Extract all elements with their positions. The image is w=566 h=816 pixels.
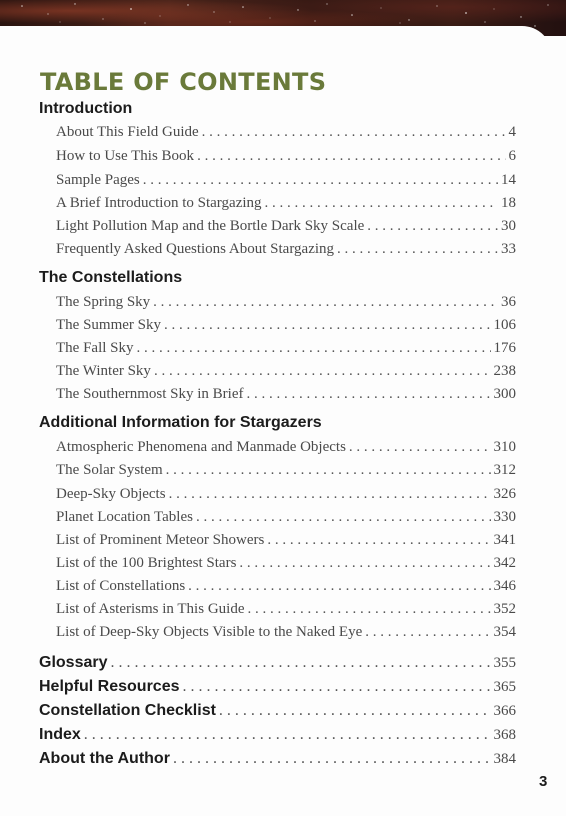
toc-entry-label: List of the 100 Brightest Stars bbox=[56, 555, 237, 571]
toc-entry-label: List of Asterisms in This Guide bbox=[56, 601, 245, 617]
toc-entry[interactable] bbox=[56, 146, 516, 166]
dot-leader bbox=[143, 170, 498, 190]
toc-entry-page: 36 bbox=[501, 294, 516, 310]
toc-entry[interactable] bbox=[56, 576, 516, 596]
toc-entry-page: 368 bbox=[493, 727, 516, 743]
toc-entry-label: A Brief Introduction to Stargazing bbox=[56, 195, 262, 211]
dot-leader bbox=[219, 701, 491, 721]
toc-entry[interactable] bbox=[56, 622, 516, 642]
toc-entry-page: 106 bbox=[493, 317, 516, 333]
dot-leader bbox=[173, 749, 491, 769]
toc-entry-label: About This Field Guide bbox=[56, 124, 199, 140]
toc-entry-page: 14 bbox=[501, 172, 516, 188]
toc-entry-page: 238 bbox=[493, 363, 516, 379]
toc-entry-major[interactable] bbox=[39, 701, 516, 721]
toc-entry-major[interactable] bbox=[39, 749, 516, 769]
dot-leader bbox=[349, 437, 491, 457]
toc-entry-label: The Winter Sky bbox=[56, 363, 151, 379]
dot-leader bbox=[110, 653, 490, 673]
toc-entry[interactable] bbox=[56, 553, 516, 573]
toc-entry-page: 310 bbox=[493, 439, 516, 455]
toc-entry[interactable] bbox=[56, 239, 516, 259]
toc-entry[interactable] bbox=[56, 507, 516, 527]
toc-entry[interactable] bbox=[56, 122, 516, 142]
toc-entry-label: Frequently Asked Questions About Stargazing bbox=[56, 241, 335, 257]
toc-entry-page: 300 bbox=[493, 386, 516, 402]
toc-entry-label: The Spring Sky bbox=[56, 294, 151, 310]
toc-entry-page: 18 bbox=[501, 195, 516, 211]
dot-leader bbox=[265, 193, 498, 213]
toc-entry-label: Deep-Sky Objects bbox=[56, 486, 166, 502]
dot-leader bbox=[166, 460, 491, 480]
toc-entry[interactable] bbox=[56, 437, 516, 457]
toc-entry-page: 6 bbox=[508, 148, 516, 164]
toc-entry[interactable] bbox=[56, 315, 516, 335]
dot-leader bbox=[267, 530, 490, 550]
toc-entry-label: Glossary bbox=[39, 654, 108, 671]
toc-entry-major[interactable] bbox=[39, 677, 516, 697]
toc-entry[interactable] bbox=[56, 599, 516, 619]
toc-entry-major[interactable] bbox=[39, 725, 516, 745]
page-number: 3 bbox=[539, 773, 548, 790]
dot-leader bbox=[153, 292, 498, 312]
toc-entry-page: 365 bbox=[493, 679, 516, 695]
section-heading-constellations: The Constellations bbox=[39, 269, 183, 286]
toc-entry-page: 4 bbox=[508, 124, 516, 140]
toc-entry-page: 330 bbox=[493, 509, 516, 525]
toc-entry-label: The Summer Sky bbox=[56, 317, 161, 333]
dot-leader bbox=[154, 361, 491, 381]
toc-entry[interactable] bbox=[56, 193, 516, 213]
toc-entry-label: Helpful Resources bbox=[39, 678, 180, 695]
toc-entry-page: 346 bbox=[493, 578, 516, 594]
toc-entry[interactable] bbox=[56, 530, 516, 550]
toc-entry-page: 355 bbox=[493, 655, 516, 671]
toc-entry-page: 366 bbox=[493, 703, 516, 719]
dot-leader bbox=[169, 484, 491, 504]
toc-entry[interactable] bbox=[56, 460, 516, 480]
toc-entry[interactable] bbox=[56, 484, 516, 504]
toc-entry-major[interactable] bbox=[39, 653, 516, 673]
page-title: TABLE OF CONTENTS bbox=[40, 68, 327, 96]
toc-entry-label: Light Pollution Map and the Bortle Dark Sky Scale bbox=[56, 218, 365, 234]
toc-entry-label: List of Prominent Meteor Showers bbox=[56, 532, 265, 548]
toc-entry-page: 341 bbox=[493, 532, 516, 548]
toc-entry-label: Atmospheric Phenomena and Manmade Objects bbox=[56, 439, 346, 455]
dot-leader bbox=[239, 553, 490, 573]
toc-entry-label: The Solar System bbox=[56, 462, 163, 478]
toc-entry-page: 312 bbox=[493, 462, 516, 478]
toc-entry-label: About the Author bbox=[39, 750, 170, 767]
dot-leader bbox=[247, 384, 491, 404]
dot-leader bbox=[182, 677, 490, 697]
dot-leader bbox=[367, 216, 498, 236]
toc-entry-page: 352 bbox=[493, 601, 516, 617]
toc-entry[interactable] bbox=[56, 216, 516, 236]
toc-entry-label: The Fall Sky bbox=[56, 340, 134, 356]
toc-entry-label: Index bbox=[39, 726, 81, 743]
toc-entry-page: 326 bbox=[493, 486, 516, 502]
dot-leader bbox=[365, 622, 490, 642]
toc-entry-page: 354 bbox=[493, 624, 516, 640]
toc-entry-page: 342 bbox=[493, 555, 516, 571]
toc-entry[interactable] bbox=[56, 292, 516, 312]
toc-entry-label: List of Deep-Sky Objects Visible to the Naked Eye bbox=[56, 624, 363, 640]
toc-entry-label: Sample Pages bbox=[56, 172, 140, 188]
section-heading-additional-info: Additional Information for Stargazers bbox=[39, 414, 322, 431]
dot-leader bbox=[164, 315, 491, 335]
toc-entry-page: 33 bbox=[501, 241, 516, 257]
toc-entry[interactable] bbox=[56, 170, 516, 190]
dot-leader bbox=[337, 239, 498, 259]
dot-leader bbox=[84, 725, 491, 745]
toc-entry-page: 176 bbox=[493, 340, 516, 356]
dot-leader bbox=[202, 122, 506, 142]
section-heading-introduction: Introduction bbox=[39, 100, 133, 117]
dot-leader bbox=[137, 338, 491, 358]
toc-entry[interactable] bbox=[56, 384, 516, 404]
toc-entry-label: List of Constellations bbox=[56, 578, 186, 594]
toc-entry-page: 384 bbox=[493, 751, 516, 767]
toc-entry-label: How to Use This Book bbox=[56, 148, 195, 164]
dot-leader bbox=[197, 146, 505, 166]
toc-entry-page: 30 bbox=[501, 218, 516, 234]
toc-entry[interactable] bbox=[56, 338, 516, 358]
toc-entry-label: The Southernmost Sky in Brief bbox=[56, 386, 244, 402]
dot-leader bbox=[247, 599, 490, 619]
dot-leader bbox=[196, 507, 491, 527]
toc-entry-label: Planet Location Tables bbox=[56, 509, 193, 525]
toc-entry[interactable] bbox=[56, 361, 516, 381]
toc-entry-label: Constellation Checklist bbox=[39, 702, 216, 719]
dot-leader bbox=[188, 576, 490, 596]
